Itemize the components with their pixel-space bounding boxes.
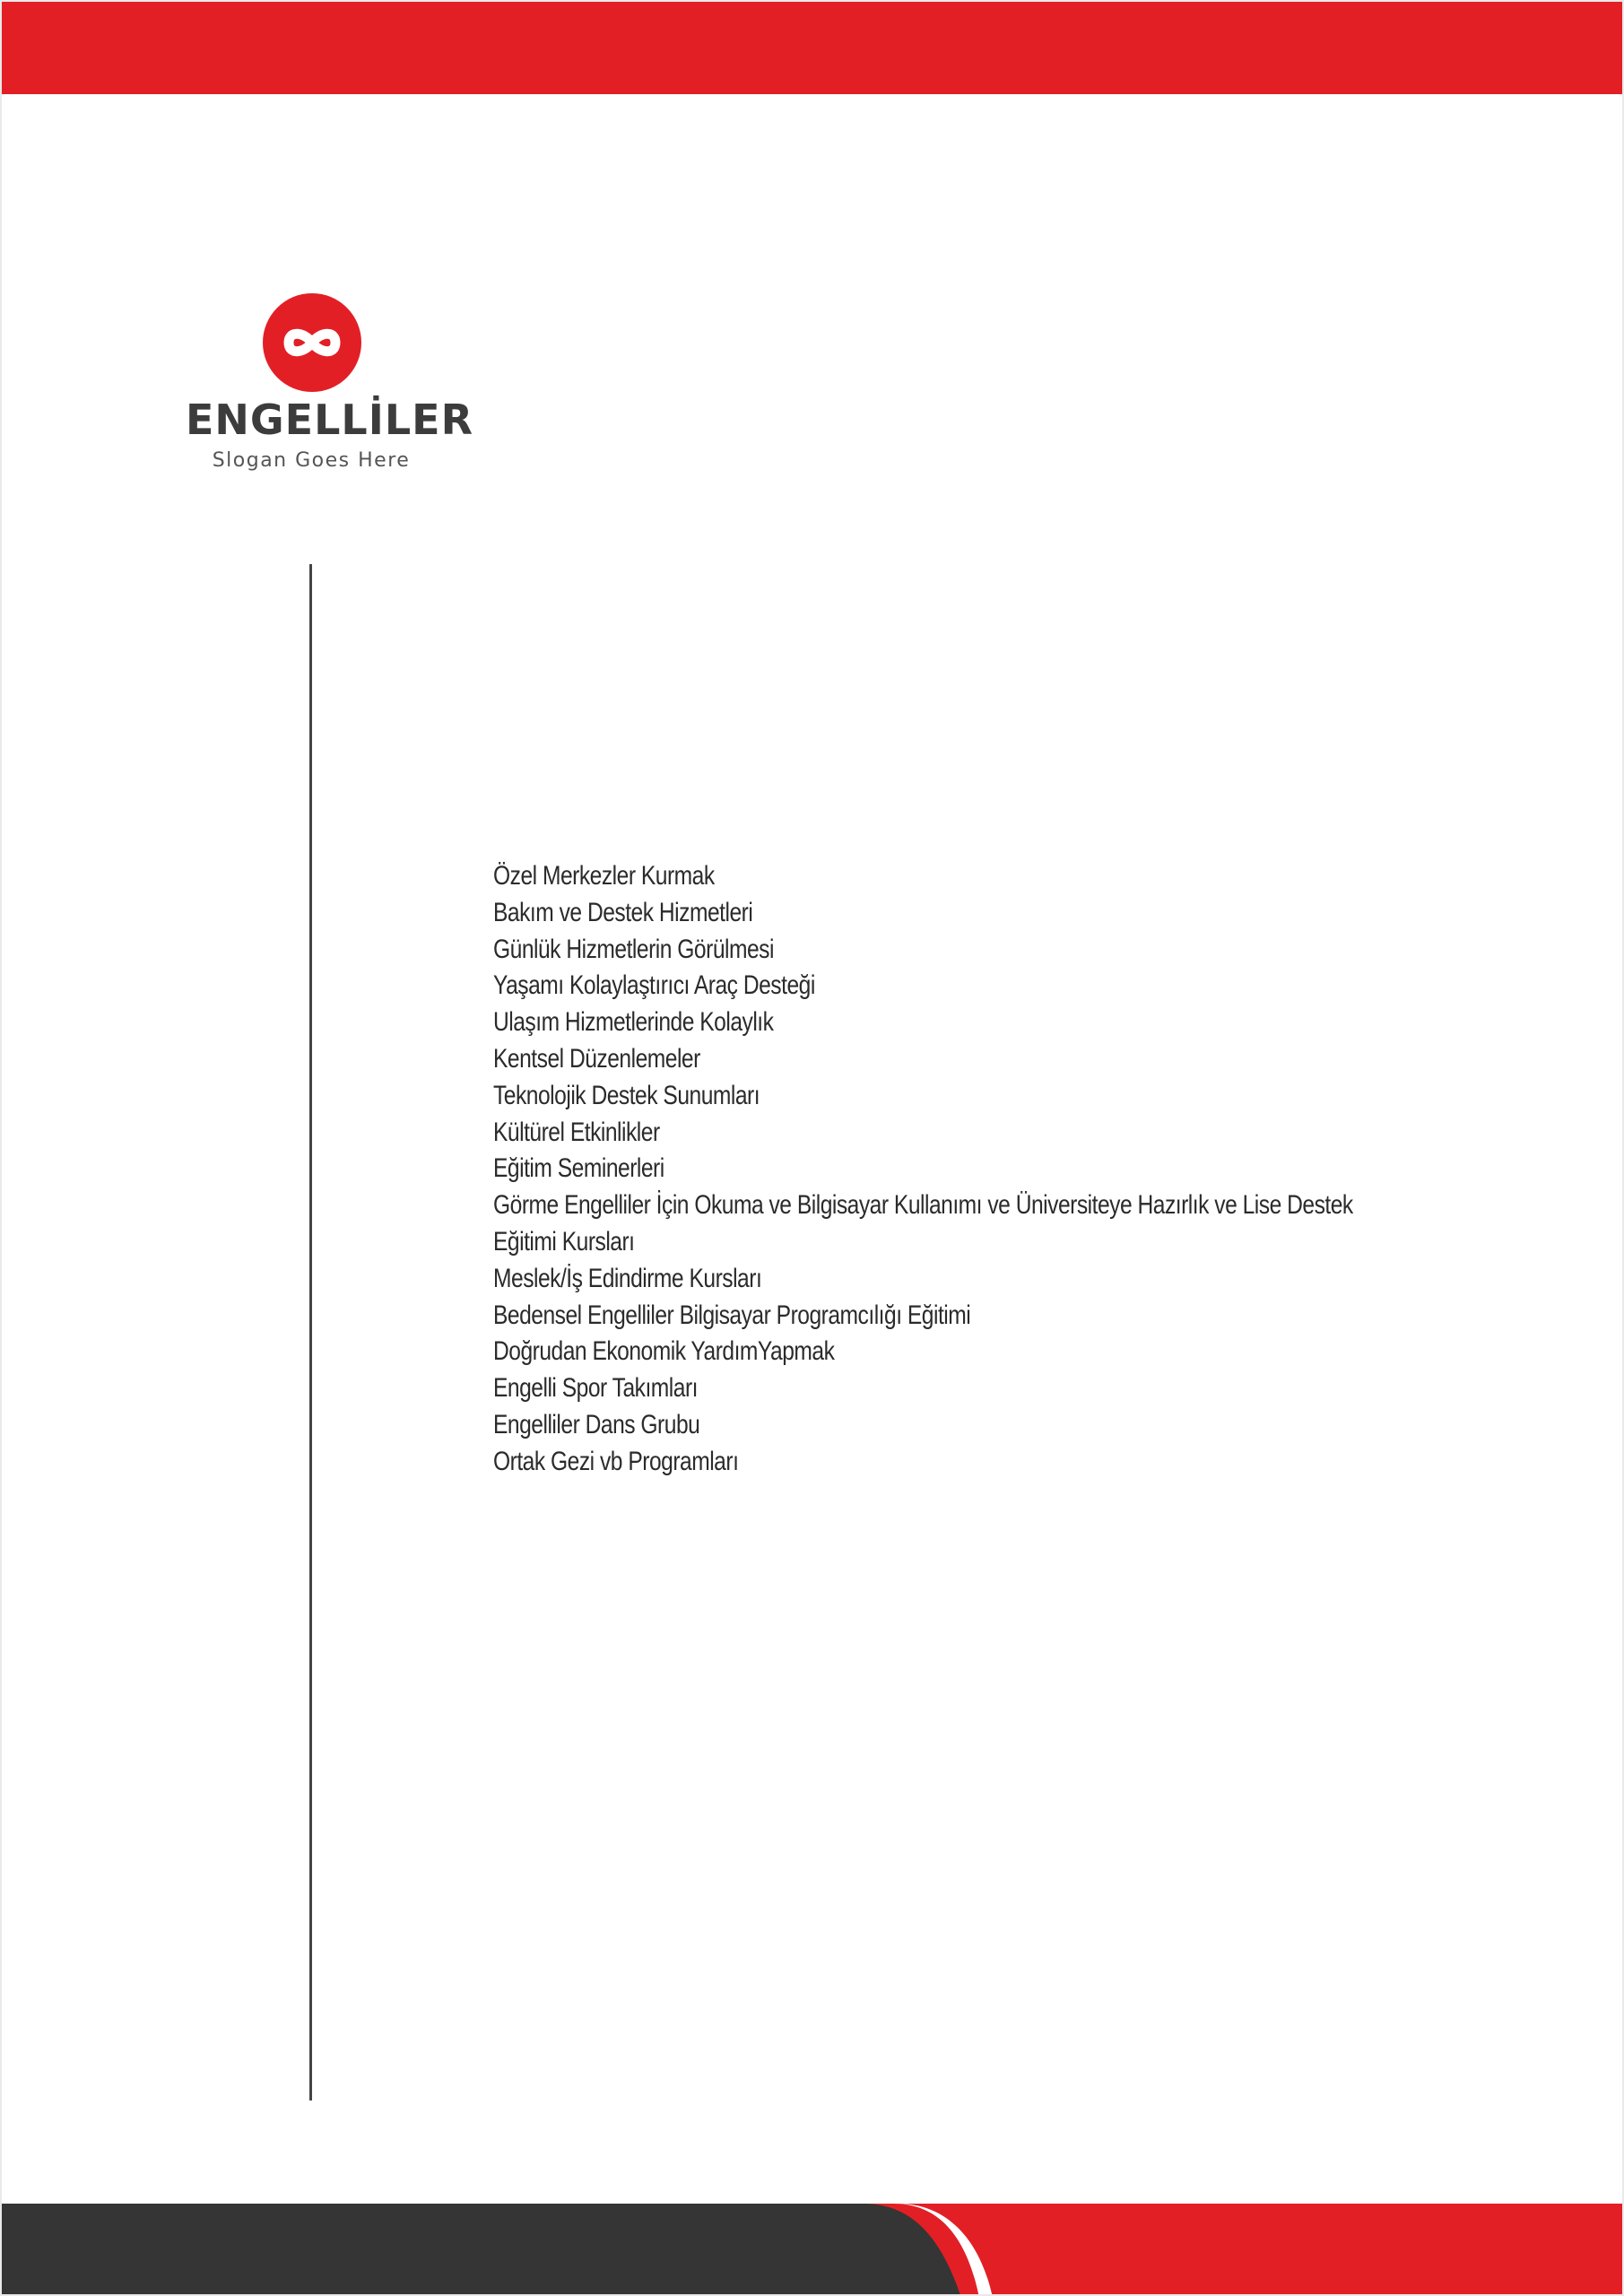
list-item: Kentsel Düzenlemeler bbox=[493, 1043, 700, 1074]
bottom-footer-band bbox=[2, 2204, 1624, 2296]
brand-slogan: Slogan Goes Here bbox=[212, 449, 411, 472]
list-item: Eğitimi Kursları bbox=[493, 1226, 635, 1257]
list-item: Eğitim Seminerleri bbox=[493, 1153, 664, 1184]
list-item: Doğrudan Ekonomik YardımYapmak bbox=[493, 1336, 835, 1367]
list-item: Yaşamı Kolaylaştırıcı Araç Desteği bbox=[493, 970, 815, 1001]
list-item: Engelliler Dans Grubu bbox=[493, 1409, 700, 1439]
list-item: Özel Merkezler Kurmak bbox=[493, 861, 715, 891]
list-item: Ortak Gezi vb Programları bbox=[493, 1446, 739, 1476]
brand-name: ENGELLİLER bbox=[186, 396, 473, 444]
vertical-margin-rule bbox=[309, 564, 312, 2100]
list-item: Bakım ve Destek Hizmetleri bbox=[493, 897, 753, 927]
infinity-icon bbox=[263, 293, 361, 392]
services-list bbox=[493, 858, 1587, 1481]
list-item: Kültürel Etkinlikler bbox=[493, 1117, 660, 1147]
list-item: Görme Engelliler İçin Okuma ve Bilgisayar Kullanımı ve Üniversiteye Hazırlık ve Lise Destek bbox=[493, 1190, 1353, 1221]
list-item: Teknolojik Destek Sunumları bbox=[493, 1080, 760, 1110]
list-item: Meslek/İş Edindirme Kursları bbox=[493, 1263, 762, 1293]
list-item: Engelli Spor Takımları bbox=[493, 1373, 698, 1404]
list-item: Ulaşım Hizmetlerinde Kolaylık bbox=[493, 1007, 774, 1038]
list-item: Bedensel Engelliler Bilgisayar Programcılığı Eğitimi bbox=[493, 1300, 971, 1330]
list-item: Günlük Hizmetlerin Görülmesi bbox=[493, 934, 774, 964]
top-color-band bbox=[2, 2, 1624, 94]
brand-logo bbox=[186, 293, 473, 482]
